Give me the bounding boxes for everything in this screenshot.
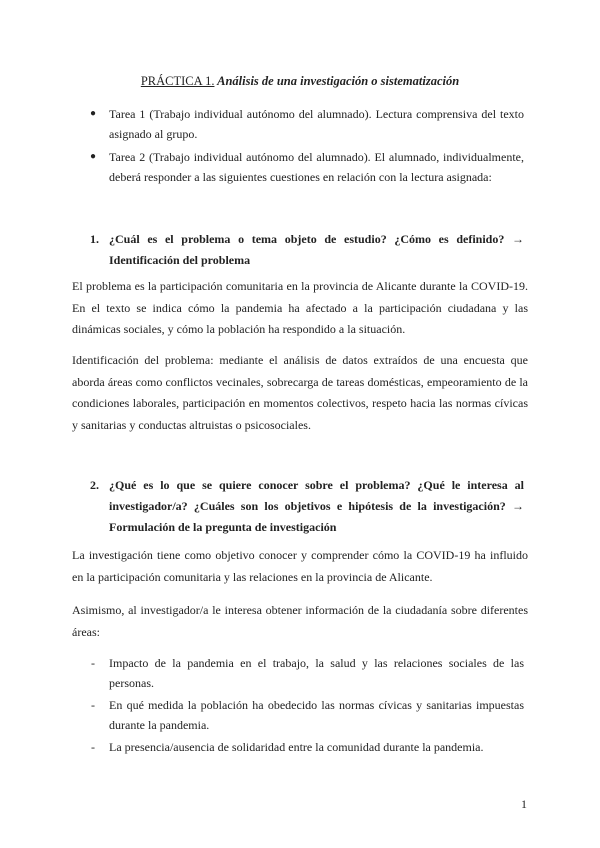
section-1-number: 1.: [90, 232, 99, 246]
list-item-text: Impacto de la pandemia en el trabajo, la salud y las relaciones sociales de las personas.: [109, 656, 524, 690]
task-list: [0, 104, 600, 190]
task-text: Tarea 2 (Trabajo individual autónomo del alumnado). El alumnado, individualmente, deberá responder a las siguientes cuestiones en relación con la lectura asignada:: [109, 150, 524, 184]
list-item: [0, 653, 600, 693]
section-1-paragraph-1: El problema es la participación comunitaria en la provincia de Alicante durante la COVID-19. En el texto se indica cómo la pandemia ha afectado a la participación ciudadana y las dinámicas sociales, y cómo la población ha respondido a la situación.: [72, 279, 528, 336]
section-2-number: 2.: [90, 478, 99, 492]
section-1-title: ¿Cuál es el problema o tema objeto de estudio? ¿Cómo es definido? → Identificación del problema: [109, 232, 524, 267]
title-prefix: PRÁCTICA 1.: [140, 74, 215, 88]
areas-list: [0, 653, 600, 759]
section-2-paragraph-1: La investigación tiene como objetivo conocer y comprender cómo la COVID-19 ha influido en la participación comunitaria y las relaciones en la provincia de Alicante.: [72, 548, 528, 584]
bullet-icon: ●: [90, 108, 97, 119]
dash-icon: -: [91, 740, 95, 754]
bullet-icon: ●: [90, 151, 97, 162]
task-text: Tarea 1 (Trabajo individual autónomo del alumnado). Lectura comprensiva del texto asignado al grupo.: [109, 107, 524, 141]
section-1-paragraph-2: Identificación del problema: mediante el análisis de datos extraídos de una encuesta que aborda áreas como conflictos vecinales, sobrecarga de tareas domésticas, empeoramiento de la condiciones laborales, participación en momentos colectivos, respeto hacia las normas cívicas y sanitarias y conductas altruistas o psicosociales.: [72, 353, 528, 432]
list-item-text: En qué medida la población ha obedecido las normas cívicas y sanitarias impuestas durante la pandemia.: [109, 698, 524, 732]
section-2-paragraph-2: Asimismo, al investigador/a le interesa obtener información de la ciudadanía sobre diferentes áreas:: [72, 603, 528, 639]
title-main: Análisis de una investigación o sistematización: [214, 74, 460, 88]
list-item: [0, 695, 600, 735]
list-item: [0, 104, 600, 144]
list-item-text: La presencia/ausencia de solidaridad entre la comunidad durante la pandemia.: [109, 740, 484, 754]
document-title: [0, 73, 600, 89]
dash-icon: -: [91, 698, 95, 712]
list-item: [0, 737, 600, 757]
section-2-title: ¿Qué es lo que se quiere conocer sobre el problema? ¿Qué le interesa al investigador/a? ¿Cuáles son los objetivos e hipótesis de la investigación? → Formulación de la pregunta de investigación: [109, 478, 524, 534]
list-item: [0, 147, 600, 187]
dash-icon: -: [91, 656, 95, 670]
page-number: 1: [521, 797, 527, 811]
